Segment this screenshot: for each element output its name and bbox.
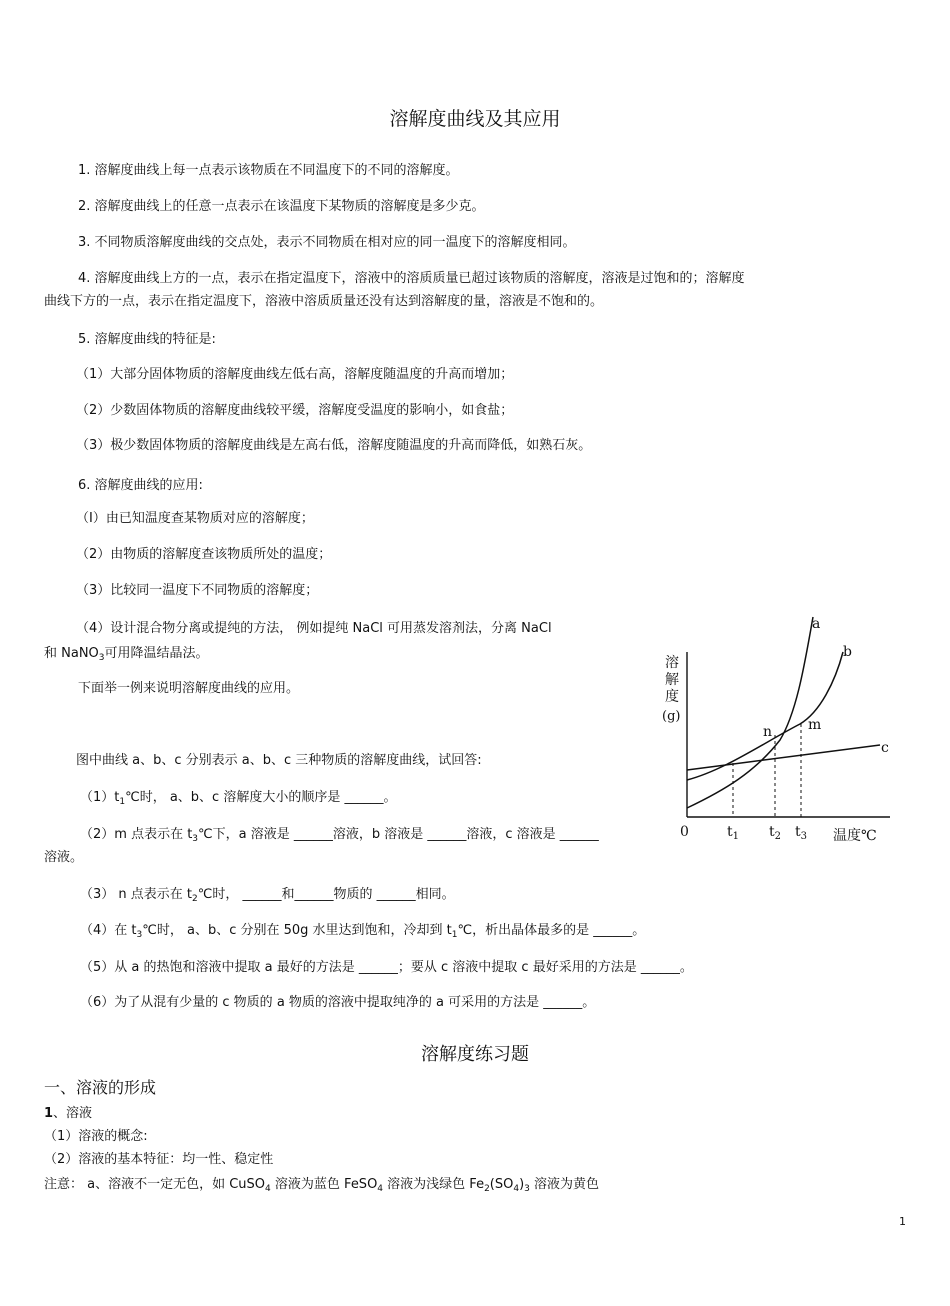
question-4 — [80, 922, 645, 940]
point-5-item-3: （3）极少数固体物质的溶解度曲线是左高右低，溶解度随温度的升高而降低，如熟石灰。 — [76, 438, 592, 453]
nano3-subscript: 3 — [98, 653, 105, 663]
label-c: c — [881, 740, 889, 756]
q4-text: （4）在 t — [80, 923, 137, 938]
curve-a — [687, 617, 813, 808]
tick-t3: $t_3$ — [795, 824, 808, 842]
question-2-cont: 溶液。 — [44, 850, 84, 865]
point-2: 2. 溶解度曲线上的任意一点表示在该温度下某物质的溶解度是多少克。 — [78, 199, 485, 214]
point-6-item-4-line2 — [44, 645, 209, 663]
question-1 — [80, 789, 396, 807]
section2-sub-2: （2）溶液的基本特征：均一性、稳定性 — [44, 1152, 274, 1167]
question-2 — [80, 826, 599, 844]
x-axis-label: 温度℃ — [833, 828, 877, 844]
point-4-line1: 4. 溶解度曲线上方的一点，表示在指定温度下，溶液中的溶质质量已超过该物质的溶解度，溶液是过饱和的；溶解度 — [78, 271, 745, 286]
point-6: 6. 溶解度曲线的应用: — [78, 478, 203, 493]
page-title: 溶解度曲线及其应用 — [389, 108, 561, 130]
note-d: (SO — [489, 1177, 514, 1192]
section2-title: 溶解度练习题 — [421, 1044, 529, 1065]
nano3-suffix: 可用降温结晶法。 — [104, 646, 209, 661]
point-6-item-3: （3）比较同一温度下不同物质的溶解度； — [76, 583, 319, 598]
q2-sub: 3 — [192, 834, 199, 844]
tick-t2: $t_2$ — [769, 824, 782, 842]
question-intro: 图中曲线 a、b、c 分别表示 a、b、c 三种物质的溶解度曲线，试回答: — [76, 753, 482, 768]
note-c: 溶液为浅绿色 Fe — [383, 1177, 485, 1192]
point-3: 3. 不同物质溶解度曲线的交点处，表示不同物质在相对应的同一温度下的溶解度相同。 — [78, 235, 576, 250]
section2-heading: 一、溶液的形成 — [44, 1078, 157, 1097]
note-b: 溶液为蓝色 FeSO — [270, 1177, 378, 1192]
q2-text: （2）m 点表示在 t — [80, 827, 193, 842]
label-m: m — [808, 717, 822, 733]
note-b-sub: 4 — [377, 1184, 384, 1194]
y-axis-label — [662, 654, 680, 724]
origin-label: 0 — [680, 824, 689, 840]
label-a: a — [812, 616, 821, 632]
point-4-line2: 曲线下方的一点，表示在指定温度下，溶液中溶质质量还没有达到溶解度的量，溶液是不饱和的。 — [44, 294, 604, 309]
item1-label: 、溶液 — [53, 1106, 93, 1121]
q1-text: （1）t — [80, 790, 120, 805]
point-5-item-2: （2）少数固体物质的溶解度曲线较平缓，溶解度受温度的影响小，如食盐； — [76, 403, 514, 418]
q1-rest: ℃时， a、b、c 溶解度大小的顺序是 ______。 — [125, 790, 397, 805]
q3-rest: ℃时， ______和______物质的 ______相同。 — [197, 887, 455, 902]
ylabel-char-3: 度 — [665, 689, 679, 705]
point-6-item-2: （2）由物质的溶解度查该物质所处的温度； — [76, 547, 332, 562]
question-5: （5）从 a 的热饱和溶液中提取 a 最好的方法是 ______；要从 c 溶液中提取 c 最好采用的方法是 ______。 — [80, 960, 693, 975]
q4-rest: ℃，析出晶体最多的是 ______。 — [457, 923, 646, 938]
note-c-sub: 2 — [484, 1184, 490, 1194]
point-6-item-4-line1: （4）设计混合物分离或提纯的方法， 例如提纯 NaCl 可用蒸发溶剂法，分离 NaCl — [76, 621, 552, 636]
note-e-sub: 3 — [524, 1184, 530, 1194]
note-f: 溶液为黄色 — [529, 1177, 600, 1192]
page-number: 1 — [899, 1215, 906, 1228]
example-intro: 下面举一例来说明溶解度曲线的应用。 — [78, 681, 300, 696]
curve-c — [687, 745, 880, 770]
q1-sub: 1 — [119, 797, 126, 807]
point-5-item-1: （1）大部分固体物质的溶解度曲线左低右高，溶解度随温度的升高而增加； — [76, 367, 514, 382]
ylabel-unit: (g) — [662, 709, 681, 724]
label-b: b — [843, 644, 852, 660]
q3-sub: 2 — [192, 894, 198, 904]
curve-b — [687, 652, 843, 780]
point-1: 1. 溶解度曲线上每一点表示该物质在不同温度下的不同的溶解度。 — [78, 163, 459, 178]
note-d-sub: 4 — [513, 1184, 520, 1194]
point-6-item-1: （I）由已知温度查某物质对应的溶解度； — [76, 511, 314, 526]
point-5: 5. 溶解度曲线的特征是: — [78, 332, 216, 347]
question-6: （6）为了从混有少量的 c 物质的 a 物质的溶液中提取纯净的 a 可采用的方法是 ______。 — [80, 995, 596, 1010]
section2-note — [44, 1176, 599, 1194]
nano3-prefix: 和 NaNO — [44, 646, 99, 661]
note-a: 注意： a、溶液不一定无色，如 CuSO — [44, 1177, 266, 1192]
solubility-chart — [655, 612, 895, 850]
q4-sub2: 1 — [451, 930, 458, 940]
label-n: n — [763, 724, 773, 740]
q2-rest: ℃下，a 溶液是 ______溶液，b 溶液是 ______溶液，c 溶液是 ______ — [198, 827, 599, 842]
question-3 — [80, 886, 455, 904]
q3-text: （3） n 点表示在 t — [80, 887, 193, 902]
section2-item-1 — [44, 1105, 92, 1123]
q4-mid: ℃时， a、b、c 分别在 50g 水里达到饱和，冷却到 t — [142, 923, 452, 938]
section2-sub-1: （1）溶液的概念: — [44, 1129, 148, 1144]
note-a-sub: 4 — [265, 1184, 271, 1194]
ylabel-char-1: 溶 — [665, 655, 679, 671]
ylabel-char-2: 解 — [665, 672, 679, 688]
note-e: ) — [519, 1177, 525, 1192]
tick-t1: $t_1$ — [727, 824, 740, 842]
q4-sub: 3 — [136, 930, 143, 940]
item1-number: 1 — [44, 1106, 54, 1121]
